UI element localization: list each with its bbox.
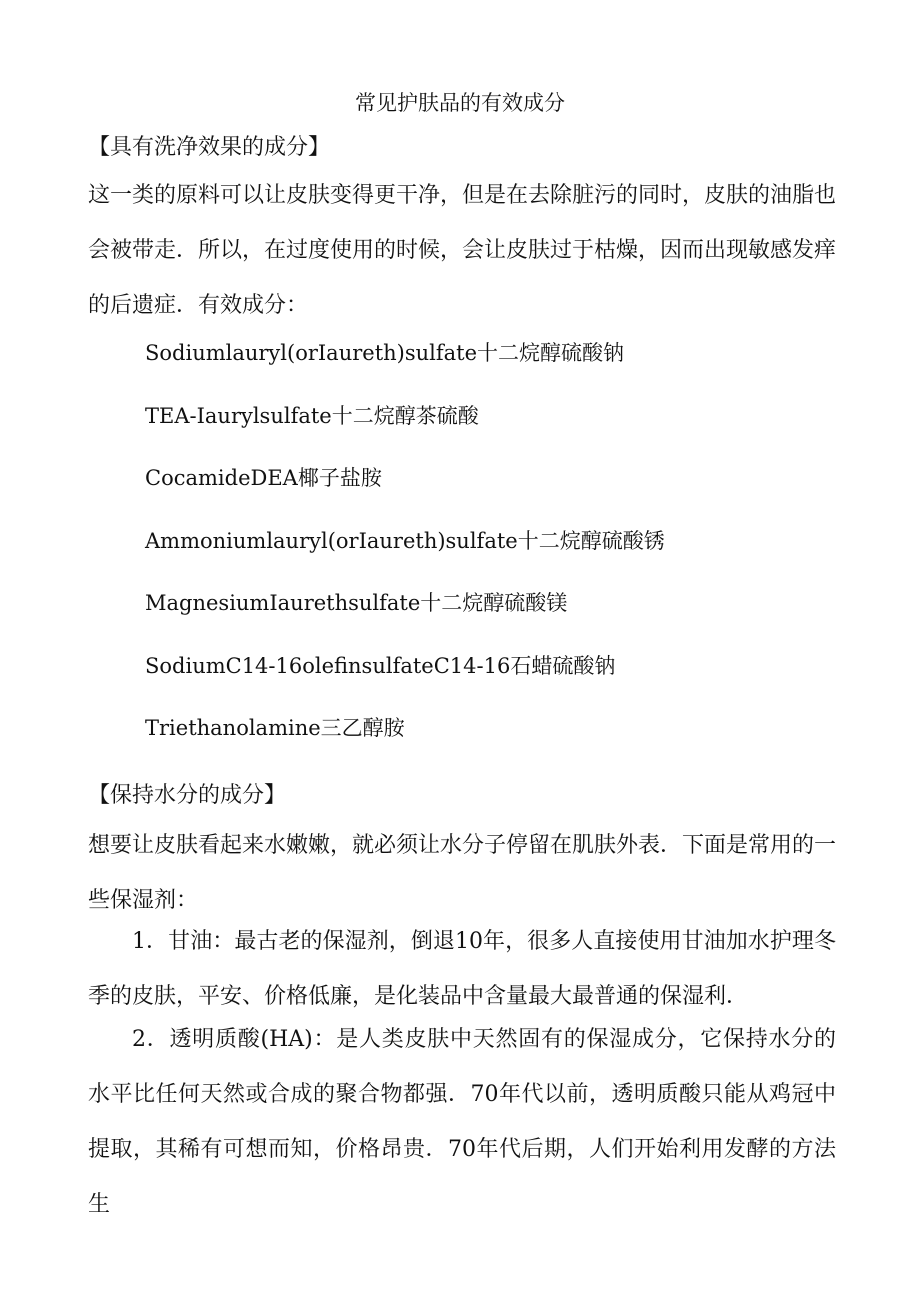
- document-title: 常见护肤品的有效成分: [355, 91, 565, 115]
- cleansing-intro-paragraph: 这一类的原料可以让皮肤变得更干净，但是在去除脏污的同时，皮肤的油脂也会被带走．所以，在过度使用的时候，会让皮肤过于枯燥，因而出现敏感发痒的后遗症．有效成分：: [88, 183, 837, 318]
- glycerin-paragraph: 1．甘油：最古老的保湿剂，倒退10年，很多人直接使用甘油加水护理冬季的皮肤，平安、价格低廉，是化装品中含量最大最普通的保湿利．: [88, 929, 836, 1009]
- list-item: SodiumC14-16olefinsulfateC14-16石蜡硫酸钠: [145, 653, 616, 678]
- list-item: Ammoniumlauryl(orIaureth)sulfate十二烷醇硫酸锈: [145, 528, 665, 553]
- list-item: MagnesiumIaurethsulfate十二烷醇硫酸镁: [145, 591, 568, 615]
- section-heading-cleansing: 【具有洗净效果的成分】: [88, 135, 331, 160]
- list-item: CocamideDEA椰子盐胺: [145, 466, 382, 490]
- list-item: Sodiumlauryl(orIaureth)sulfate十二烷醇硫酸钠: [145, 341, 625, 365]
- list-item: TEA-Iaurylsulfate十二烷醇茶硫酸: [145, 403, 479, 428]
- cleansing-ingredient-list: [145, 336, 665, 774]
- hyaluronic-acid-paragraph: 2．透明质酸(HA)：是人类皮肤中天然固有的保湿成分，它保持水分的水平比任何天然或合成的聚合物都强．70年代以前，透明质酸只能从鸡冠中提取，其稀有可想而知，价格昂贵．70年代后期，人们开始利用发酵的方法生: [88, 1027, 836, 1217]
- moisturizing-intro-paragraph: 想要让皮肤看起来水嫩嫩，就必须让水分子停留在肌肤外表．下面是常用的一些保湿剂：: [88, 833, 837, 913]
- section-heading-moisturizing: 【保持水分的成分】: [88, 783, 287, 808]
- list-item: Triethanolamine三乙醇胺: [145, 716, 405, 740]
